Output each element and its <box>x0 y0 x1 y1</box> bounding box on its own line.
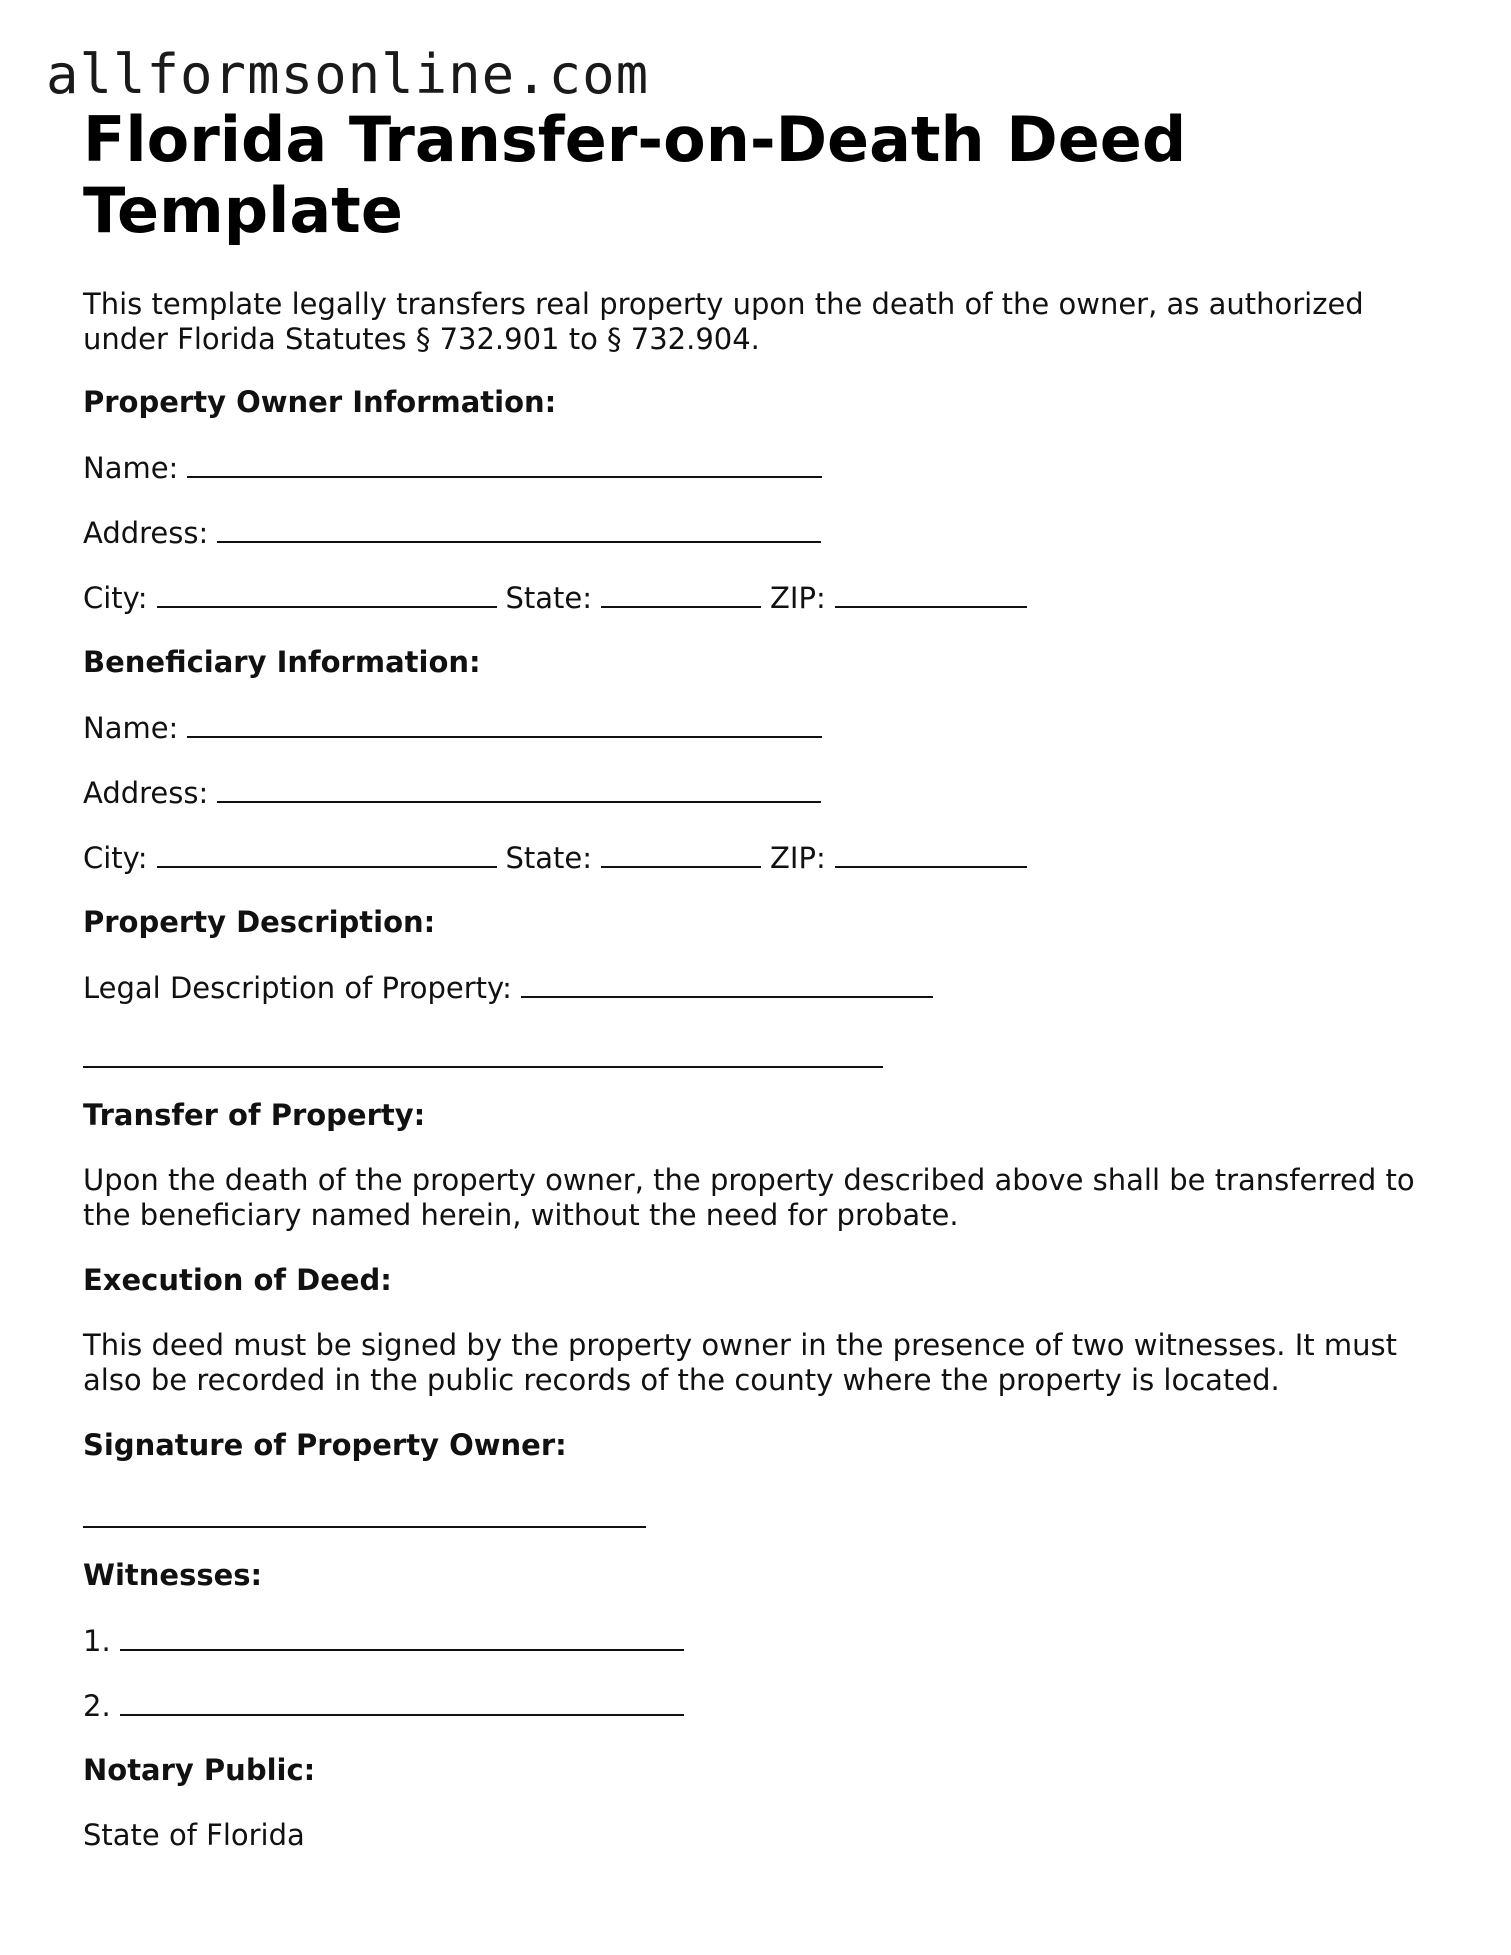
beneficiary-state-label: State: <box>505 841 593 875</box>
beneficiary-name-row <box>83 710 822 746</box>
owner-name-label: Name: <box>83 451 179 485</box>
owner-city-row <box>83 580 1027 616</box>
beneficiary-section-heading: Beneficiary Information: <box>83 645 481 679</box>
beneficiary-address-field[interactable] <box>217 775 821 803</box>
owner-name-field[interactable] <box>187 450 822 478</box>
witness-number: 1. <box>83 1624 111 1658</box>
document-title: Florida Transfer-on-Death Deed Template <box>83 103 1187 247</box>
owner-zip-label: ZIP: <box>770 581 826 615</box>
owner-address-field[interactable] <box>217 515 821 543</box>
owner-zip-field[interactable] <box>835 580 1027 608</box>
owner-city-field[interactable] <box>157 580 497 608</box>
watermark: allformsonline.com <box>46 43 650 106</box>
beneficiary-zip-label: ZIP: <box>770 841 826 875</box>
notary-section-heading: Notary Public: <box>83 1753 316 1787</box>
owner-address-row <box>83 515 821 551</box>
beneficiary-name-label: Name: <box>83 711 179 745</box>
transfer-text: Upon the death of the property owner, the property described above shall be transferred to the beneficiary named herein, without the need for probate. <box>83 1163 1415 1232</box>
legal-description-row <box>83 970 933 1006</box>
notary-state-text: State of Florida <box>83 1818 305 1852</box>
beneficiary-address-label: Address: <box>83 776 209 810</box>
witness-1-signature-line[interactable] <box>120 1623 684 1651</box>
owner-city-label: City: <box>83 581 148 615</box>
beneficiary-name-field[interactable] <box>187 710 822 738</box>
intro-text: This template legally transfers real property upon the death of the owner, as authorized under Florida Statutes § 732.901 to § 732.904. <box>83 287 1364 356</box>
beneficiary-state-field[interactable] <box>601 840 761 868</box>
legal-description-field[interactable] <box>521 970 933 998</box>
beneficiary-address-row <box>83 775 821 811</box>
owner-section-heading: Property Owner Information: <box>83 385 557 419</box>
witness-number: 2. <box>83 1689 111 1723</box>
witness-row <box>83 1688 684 1724</box>
legal-description-continuation-line[interactable] <box>83 1066 883 1068</box>
signature-section-heading: Signature of Property Owner: <box>83 1428 567 1462</box>
transfer-section-heading: Transfer of Property: <box>83 1098 426 1132</box>
legal-description-label: Legal Description of Property: <box>83 971 512 1005</box>
execution-text: This deed must be signed by the property owner in the presence of two witnesses. It must also be recorded in the public records of the county where the property is located. <box>83 1328 1397 1397</box>
owner-state-field[interactable] <box>601 580 761 608</box>
owner-name-row <box>83 450 822 486</box>
witness-2-signature-line[interactable] <box>120 1688 684 1716</box>
owner-address-label: Address: <box>83 516 209 550</box>
beneficiary-city-row <box>83 840 1027 876</box>
owner-state-label: State: <box>505 581 593 615</box>
beneficiary-zip-field[interactable] <box>835 840 1027 868</box>
property-section-heading: Property Description: <box>83 905 436 939</box>
beneficiary-city-label: City: <box>83 841 148 875</box>
execution-section-heading: Execution of Deed: <box>83 1263 392 1297</box>
witness-row <box>83 1623 684 1659</box>
witnesses-section-heading: Witnesses: <box>83 1558 263 1592</box>
owner-signature-line[interactable] <box>83 1526 646 1528</box>
beneficiary-city-field[interactable] <box>157 840 497 868</box>
